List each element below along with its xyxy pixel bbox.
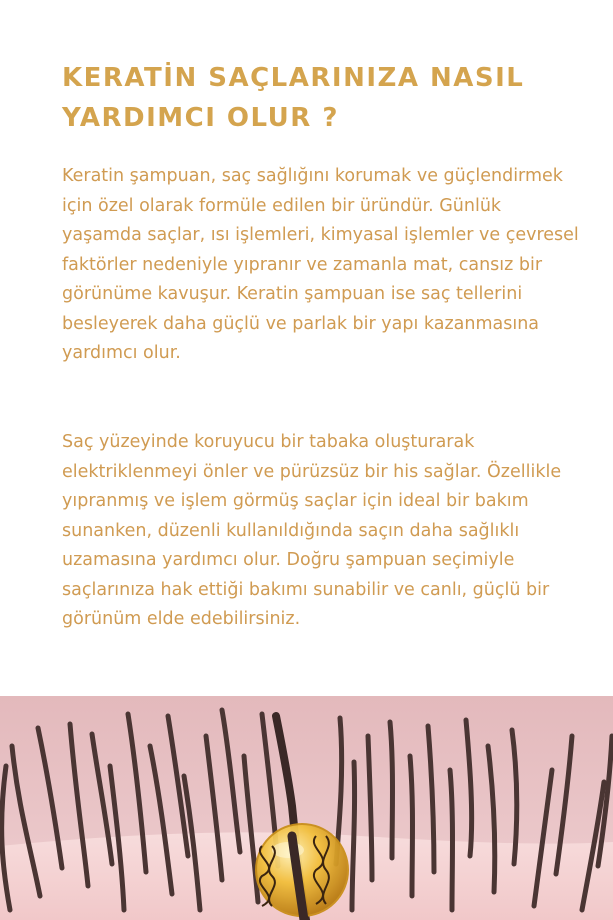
paragraph-1: Keratin şampuan, saç sağlığını korumak ve güçlendirmek için özel olarak formüle edilen bir üründür. Günlük yaşamda saçlar, ısı işlemleri, kimyasal işlemler ve çevresel faktörler nedeniyle yıpranır ve zamanla mat, cansız bir görünüme kavuşur. Keratin şampuan ise saç tellerini besleyerek daha güçlü ve parlak bir yapı kazanmasına yardımcı olur. [62, 166, 579, 363]
page-title [62, 58, 562, 138]
hair-strand [410, 756, 413, 896]
hair-scalp-illustration [0, 696, 613, 920]
hair-strand [352, 762, 355, 910]
title-line-1: KERATİN SAÇLARINIZA NASIL [62, 63, 525, 93]
article-header [62, 58, 562, 138]
paragraph-2: Saç yüzeyinde koruyucu bir tabaka oluşturarak elektriklenmeyi önler ve pürüzsüz bir his sağlar. Özellikle yıpranmış ve işlem görmüş saçlar için ideal bir bakım sunanken, düzenli kullanıldığında saçın daha sağlıklı uzamasına yardımcı olur. Doğru şampuan seçimiyle saçlarınıza hak ettiği bakımı sunabilir ve canlı, güçlü bir görünüm elde edebilirsiniz. [62, 432, 562, 629]
title-line-2: YARDIMCI OLUR ? [62, 103, 339, 133]
hair-strand [450, 770, 453, 910]
hair-strand [390, 722, 393, 858]
